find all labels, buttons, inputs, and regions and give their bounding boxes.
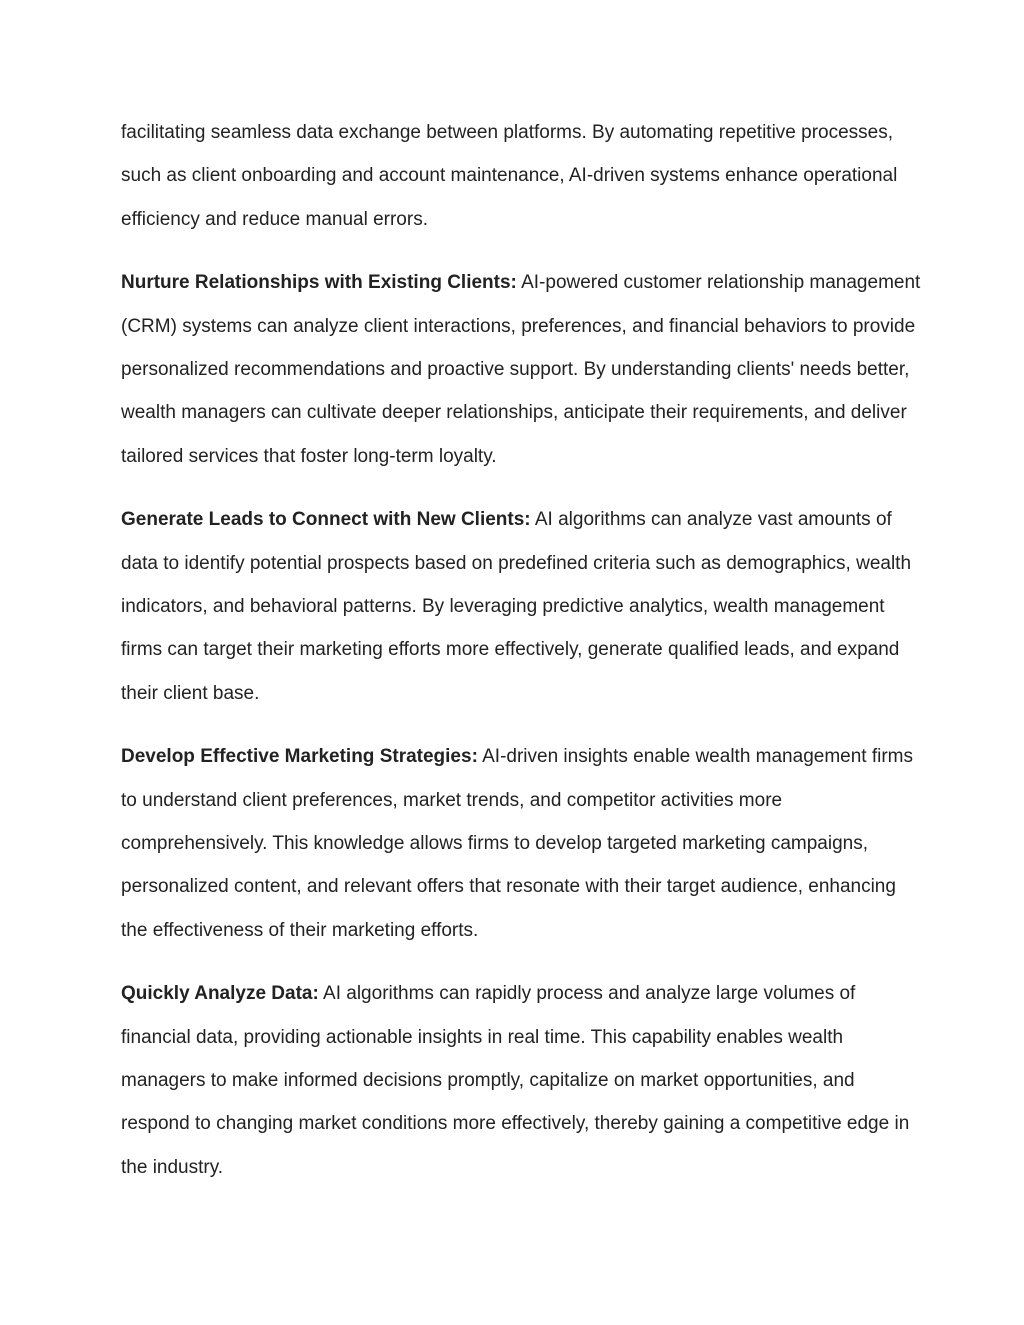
paragraph-heading: Quickly Analyze Data: <box>121 983 319 1005</box>
paragraph-body: AI-driven insights enable wealth management firms to understand client preferences, market trends, and competitor activities more comprehensively. This knowledge allows firms to develop targeted marketing campaigns, personalized content, and relevant offers that resonate with their target audience, enhancing the effectiveness of their marketing efforts. <box>121 746 913 941</box>
paragraph-body: AI algorithms can rapidly process and analyze large volumes of financial data, providing actionable insights in real time. This capability enables wealth managers to make informed decisions promptly, capitalize on market opportunities, and respond to changing market conditions more effectively, thereby gaining a competitive edge in the industry. <box>121 983 910 1178</box>
paragraph-nurture-relationships <box>121 261 921 477</box>
paragraph-heading: Nurture Relationships with Existing Clients: <box>121 272 517 294</box>
paragraph-body: facilitating seamless data exchange between platforms. By automating repetitive processes, such as client onboarding and account maintenance, AI-driven systems enhance operational efficiency and reduce manual errors. <box>121 122 898 230</box>
paragraph-marketing-strategies <box>121 735 921 951</box>
paragraph-continued <box>121 111 921 241</box>
paragraph-heading: Develop Effective Marketing Strategies: <box>121 746 478 768</box>
paragraph-analyze-data <box>121 972 921 1188</box>
paragraph-generate-leads <box>121 498 921 714</box>
paragraph-body: AI-powered customer relationship management (CRM) systems can analyze client interactions, preferences, and financial behaviors to provide personalized recommendations and proactive support. By understanding clients' needs better, wealth managers can cultivate deeper relationships, anticipate their requirements, and deliver tailored services that foster long-term loyalty. <box>121 272 921 467</box>
document-page <box>121 111 921 1209</box>
paragraph-body: AI algorithms can analyze vast amounts of data to identify potential prospects based on predefined criteria such as demographics, wealth indicators, and behavioral patterns. By leveraging predictive analytics, wealth management firms can target their marketing efforts more effectively, generate qualified leads, and expand their client base. <box>121 509 912 704</box>
paragraph-heading: Generate Leads to Connect with New Clients: <box>121 509 531 531</box>
